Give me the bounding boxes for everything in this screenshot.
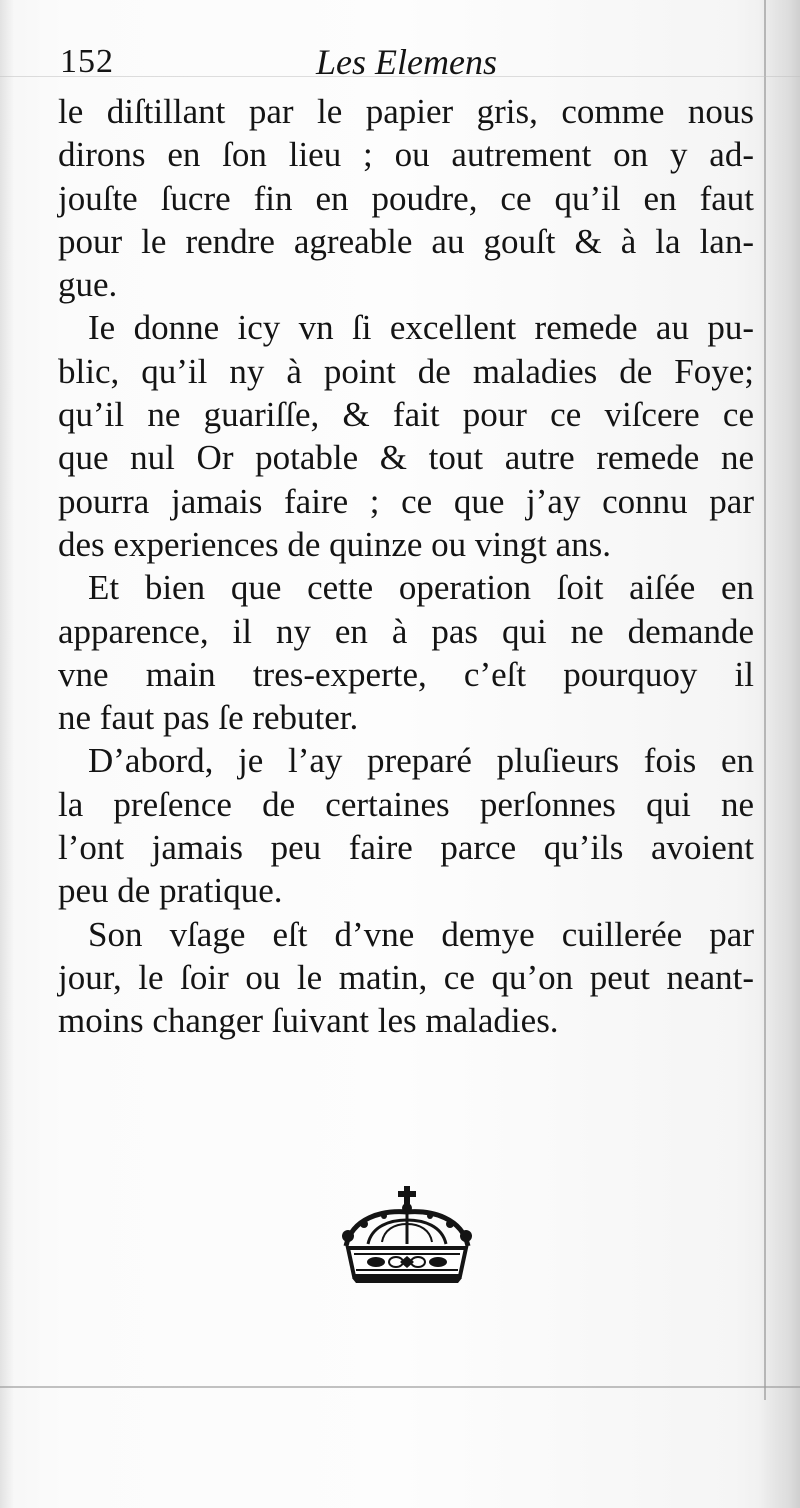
- text-line: pourra jamais faire ; ce que j’ay connu par: [58, 481, 754, 521]
- text-line: D’abord, je l’ay preparé pluſieurs fois en: [88, 741, 754, 781]
- text-line: dirons en ſon lieu ; ou autrement on y ad-: [58, 135, 754, 175]
- page-edge-shadow: [760, 0, 800, 1508]
- text-line: gue.: [58, 265, 118, 305]
- page-bottom-edge: [0, 1386, 800, 1388]
- text-line: apparence, il ny en à pas qui ne demande: [58, 611, 754, 651]
- page-binding-shadow: [0, 0, 14, 1508]
- crown-icon: [338, 1184, 476, 1284]
- text-line: l’ont jamais peu faire parce qu’ils avoient: [58, 828, 754, 868]
- text-line: Son vſage eſt d’vne demye cuillerée par: [88, 914, 754, 954]
- text-line: peu de pratique.: [58, 871, 283, 911]
- running-head: [58, 42, 758, 82]
- page-number: 152: [60, 43, 114, 80]
- text-line: que nul Or potable & tout autre remede ne: [58, 438, 754, 478]
- text-line: blic, qu’il ny à point de maladies de Foye;: [58, 351, 754, 391]
- text-line: le diſtillant par le papier gris, comme nous: [58, 92, 754, 131]
- body-text: [58, 90, 754, 1043]
- page-edge-line: [764, 0, 766, 1400]
- text-line: la preſence de certaines perſonnes qui ne: [58, 784, 754, 824]
- text-line: Ie donne icy vn ſi excellent remede au pu-: [88, 308, 754, 348]
- text-line: Et bien que cette operation ſoit aiſée en: [88, 568, 754, 608]
- text-line: qu’il ne guariſſe, & fait pour ce viſcere ce: [58, 395, 754, 435]
- text-line: vne main tres-experte, c’eſt pourquoy il: [58, 654, 754, 694]
- text-line: jour, le ſoir ou le matin, ce qu’on peut neant-: [58, 957, 754, 997]
- running-title: Les Elemens: [316, 42, 497, 82]
- text-line: pour le rendre agreable au gouſt & à la lan-: [58, 221, 754, 261]
- text-line: des experiences de quinze ou vingt ans.: [58, 524, 612, 564]
- text-line: jouſte ſucre fin en poudre, ce qu’il en faut: [58, 178, 754, 218]
- text-line: moins changer ſuivant les maladies.: [58, 1001, 559, 1041]
- text-line: ne faut pas ſe rebuter.: [58, 698, 359, 738]
